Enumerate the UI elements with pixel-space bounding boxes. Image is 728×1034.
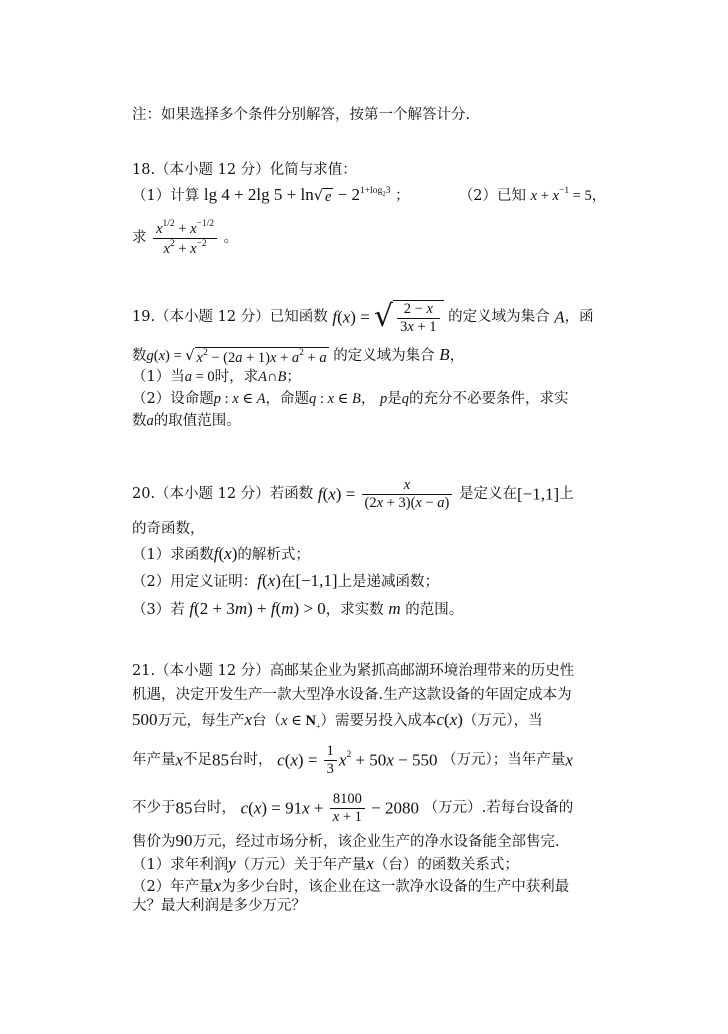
q20-p3-end: 的范围。 [405,602,464,618]
q21-l5-text2: 台时， [192,799,236,816]
q21-part2-cont: 大？最大利润是多少万元？ [132,898,306,914]
q21-l5-text3: （万元）.若每台设备的 [423,799,574,816]
q21-l6-text2: 万元，经过市场分析，该企业生产的净水设备能全部售完. [192,834,560,850]
q20-p2-mid: 在 [280,574,296,590]
q20-p2-interval: [−1,1] [295,571,338,590]
q18-fraction: $\frac{x^{1/2} + x^{-1/2}}{x^2 + x^{-2}}$ [153,220,217,256]
q18-heading: 18.（本小题 12 分）化简与求值： [132,162,357,178]
q21-p1-end: （台）的函数关系式； [373,857,519,873]
q21-l5-num: 85 [175,798,193,818]
q21-line3: 500万元，每生产x台（x ∈ $N_+$）需要另投入成本c(x)（万元），当 [132,710,543,731]
q21-l4-num: 85 [212,750,230,770]
q21-p1-mid: （万元）关于年产量 [235,857,367,873]
q20-part2: （2）用定义证明：f(x)在[−1,1]上是递减函数； [132,571,440,590]
q20-heading: 20.（本小题 12 分）若函数 [132,485,314,502]
q21-price: 90 [175,831,193,850]
q21-l4-text2: 不足 [183,751,213,768]
q20-after: 是定义在 [459,485,517,502]
q19-p2-end: 的充分不必要条件，求实 [408,391,569,407]
q20-interval: [−1,1] [517,484,560,504]
q19-p2-label: （2）设命题 [132,391,214,407]
q21-l4-text1: 年产量 [132,751,176,768]
q21-p2-text: 为多少台时，该企业在这一款净水设备的生产中获利最 [221,879,570,895]
q21-line4: 年产量x不足85台时， c(x) = $\frac{1}{3}$ $x^2 + 50x - 550$ （万元）；当年产量x [132,743,573,777]
q20-odd: 的奇函数， [132,521,205,537]
q20-p2-end: 上是递减函数； [337,574,440,590]
q19-line2: 数g(x) = √ $x^2 - (2a + 1)x + a^2 + a$ 的定义域为集合 B， [132,345,465,366]
q20-p2-label: （2）用定义证明： [132,574,258,590]
q21-part1: （1）求年利润y（万元）关于年产量x（台）的函数关系式； [132,854,519,873]
q19-p1-mid: 时，求 [214,369,259,385]
q21-l3-text4: （万元），当 [462,713,543,729]
q19-def-b: 的定义域为集合 [333,348,435,364]
q19-line1: 19.（本小题 12 分）已知函数 f(x) = √ $\frac{2 - x}{3x + 1}$ 的定义域为集合 A，函 [132,299,594,335]
q21-line6 [132,832,560,850]
q20-p3-var: m [388,599,401,618]
q20-line1: 20.（本小题 12 分）若函数 f(x) = $\frac{x}{(2x + 3)(x - a)}$ 是定义在[−1,1]上 [132,477,574,511]
q19-heading: 19.（本小题 12 分）已知函数 [132,308,328,325]
q18-end-mark: 。 [223,229,239,246]
q20-p3-mid: ，求实数 [325,602,384,618]
q21-l5-text1: 不少于 [132,799,176,816]
q19-set-a: A [554,307,565,327]
q20-part1: （1）求函数f(x)的解析式； [132,544,310,563]
q21-l3-text1: 万元，每生产 [157,713,245,729]
note-text: 注：如果选择多个条件分别解答，按第一个解答计分. [132,107,471,123]
q19-trail-text: ，函 [564,308,594,325]
q21-l3-text3: ）需要另投入成本 [320,713,437,729]
q20-up: 上 [559,485,574,502]
q19-p1-end: ； [286,369,301,385]
q19-set-b: B [439,345,450,364]
q19-part1: （1）当a = 0时，求A∩B； [132,369,301,385]
q21-p2-label: （2）年产量 [132,879,214,895]
q18-ask-label: 求 [132,229,147,246]
q19-p1-label: （1）当 [132,369,185,385]
q20-p1-label: （1）求函数 [132,547,214,563]
q18-part1: （1）计算 lg 4 + 2lg 5 + ln√ $e - 2^{1+log_23}$ ； （2）已知 $x + x^{-1} = 5$， [132,185,607,205]
q19-p3-end: 的取值范围。 [153,413,241,429]
q18-part1-label: （1）计算 [132,188,200,204]
q21-p1-label: （1）求年利润 [132,857,229,873]
q21-line5: 不少于85台时， c(x) = 91x + $\frac{8100}{x + 1}$ − 2080 （万元）.若每台设备的 [132,791,574,825]
q21-l6-text1: 售价为 [132,834,176,850]
q21-line1: 21.（本小题 12 分）高邮某企业为紧抓高邮湖环境治理带来的历史性 [132,663,575,679]
q20-p3-label: （3）若 [132,602,185,618]
q19-p3-label: 数 [132,413,147,429]
q21-part2: （2）年产量x为多少台时，该企业在这一款净水设备的生产中获利最 [132,876,570,895]
q21-fixed-cost: 500 [132,710,158,729]
q19-comma: ， [449,348,465,364]
q19-p2-comma: ， [360,391,376,407]
q20-part3: （3）若 f(2 + 3m) + f(m) > 0，求实数 m 的范围。 [132,599,464,618]
q19-def-a: 的定义域为集合 [448,308,550,325]
q21-line2: 机遇，决定开发生产一款大型净水设备.生产这款设备的年固定成本为 [132,687,572,703]
q18-ask [132,220,238,256]
q21-l3-text2: 台（ [252,713,282,729]
q19-part2: （2）设命题p : x ∈ A，命题q : x ∈ B， p是q的充分不必要条件，求实 [132,391,569,407]
q21-l4-text3: 台时， [229,751,273,768]
q19-part2-cont: 数a的取值范围。 [132,413,241,429]
q18-part2-label: （2）已知 [458,188,527,204]
q19-p2-mid: ，命题 [265,391,310,407]
q20-p1-end: 的解析式； [237,547,310,563]
q21-l4-text4: （万元）；当年产量 [442,751,566,768]
q19-shu: 数 [132,348,147,364]
